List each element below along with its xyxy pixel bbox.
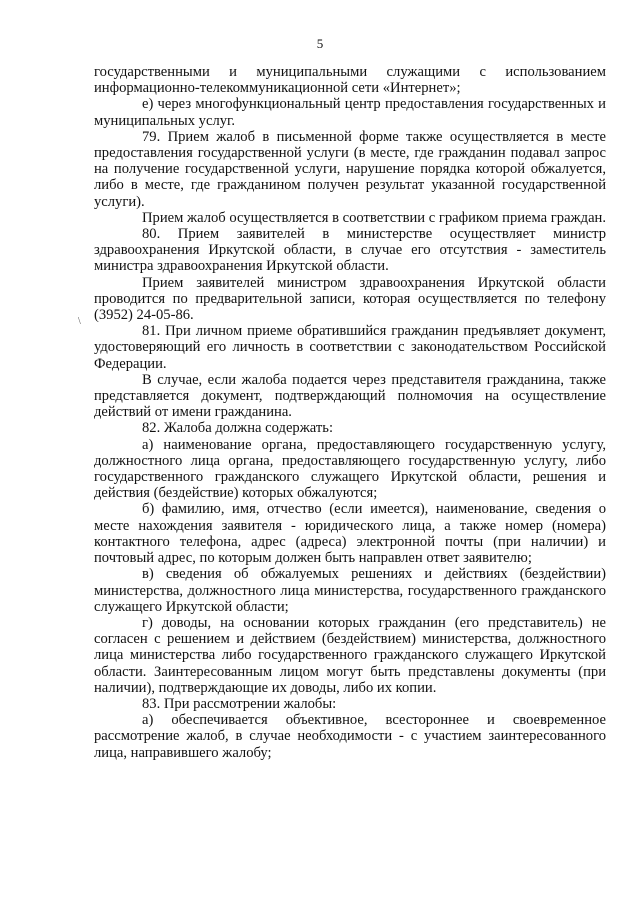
paragraph-3: 79. Прием жалоб в письменной форме также осуществляется в месте предоставления государственной услуги (в месте, где гражданин подавал запрос на получение государственной услуги, нарушение порядка которой обжалуется, либо в месте, где гражданином получен результат указанной государственной услуги). xyxy=(94,128,606,210)
paragraph-7: 81. При личном приеме обратившийся гражданин предъявляет документ, удостоверяющий его личность в соответствии с законодательством Российской Федерации. xyxy=(94,323,606,372)
paragraph-5: 80. Прием заявителей в министерстве осуществляет министр здравоохранения Иркутской области, в случае его отсутствия - заместитель министра здравоохранения Иркутской области. xyxy=(94,226,606,275)
page-body xyxy=(94,64,606,761)
paragraph-13: г) доводы, на основании которых гражданин (его представитель) не согласен с решением и действием (бездействием) министерства, должностного лица министерства либо государственного гражданского служащего Иркутской области. Заинтересованным лицом могут быть представлены документы (при наличии), подтверждающие их доводы, либо их копии. xyxy=(94,614,606,696)
paragraph-10: а) наименование органа, предоставляющего государственную услугу, должностного лица органа, предоставляющего государственную услугу, либо государственного гражданского служащего Иркутской области, решения и действия (бездействие) которых обжалуются; xyxy=(94,436,606,502)
paragraph-2: е) через многофункциональный центр предоставления государственных и муниципальных услуг. xyxy=(94,96,606,129)
paragraph-4: Прием жалоб осуществляется в соответствии с графиком приема граждан. xyxy=(142,209,606,226)
margin-mark: \ xyxy=(78,316,81,327)
paragraph-6: Прием заявителей министром здравоохранения Иркутской области проводится по предварительной записи, которая осуществляется по телефону (3952) 24-05-86. xyxy=(94,274,606,324)
paragraph-12: в) сведения об обжалуемых решениях и действиях (бездействии) министерства, должностного лица министерства, государственного гражданского служащего Иркутской области; xyxy=(94,566,606,615)
page-number: 5 xyxy=(316,36,324,51)
paragraph-1: государственными и муниципальными служащими с использованием информационно-телекоммуникационной сети «Интернет»; xyxy=(94,64,606,97)
paragraph-11: б) фамилию, имя, отчество (если имеется), наименование, сведения о месте нахождения заявителя - юридического лица, а также номер (номера) контактного телефона, адрес (адреса) электронной почты (при наличии) и почтовый адрес, по которым должен быть направлен ответ заявителю; xyxy=(94,501,606,567)
paragraph-9: 82. Жалоба должна содержать: xyxy=(142,420,333,437)
paragraph-15: а) обеспечивается объективное, всестороннее и своевременное рассмотрение жалоб, в случае необходимости - с участием заинтересованного лица, направившего жалобу; xyxy=(94,712,606,761)
paragraph-14: 83. При рассмотрении жалобы: xyxy=(142,695,337,712)
paragraph-8: В случае, если жалоба подается через представителя гражданина, также представляется документ, подтверждающий полномочия на осуществление действий от имени гражданина. xyxy=(94,371,606,421)
